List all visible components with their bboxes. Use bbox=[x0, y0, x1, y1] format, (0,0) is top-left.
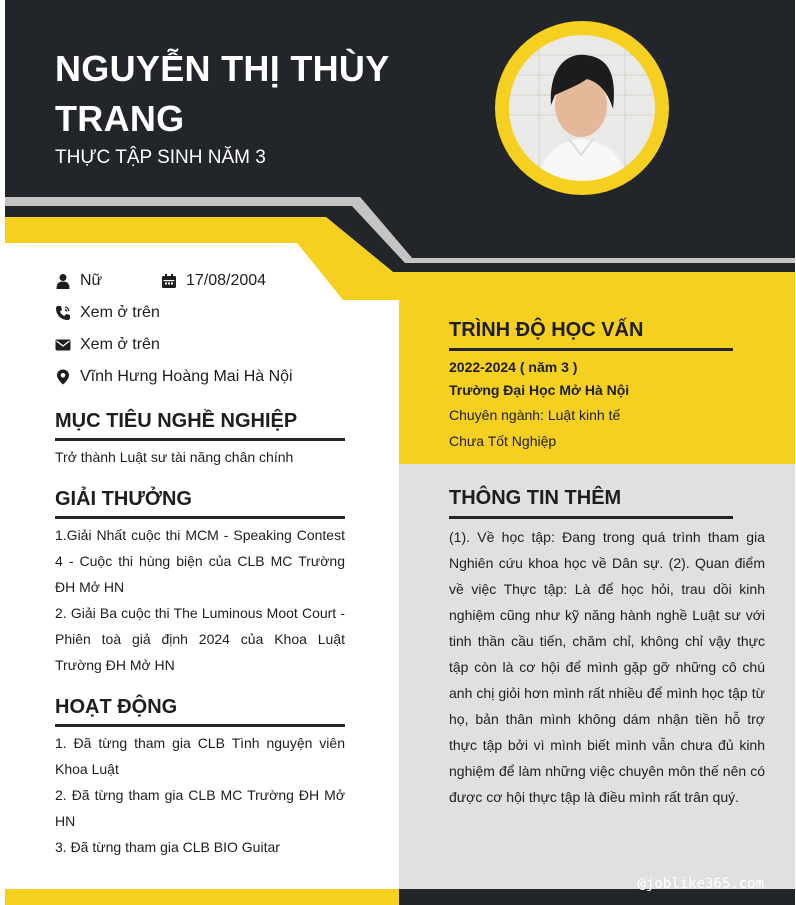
education-status: Chưa Tốt Nghiệp bbox=[449, 433, 557, 449]
map-pin-icon bbox=[55, 369, 71, 385]
objective-rule bbox=[55, 438, 345, 441]
candidate-name: NGUYỄN THỊ THÙY TRANG bbox=[55, 48, 389, 139]
objective-text: Trở thành Luật sư tài năng chân chính bbox=[55, 449, 294, 465]
avatar bbox=[509, 35, 655, 181]
phone-icon bbox=[55, 305, 71, 321]
gender-row bbox=[55, 272, 102, 290]
education-major: Chuyên ngành: Luật kinh tế bbox=[449, 407, 621, 423]
footer-yellow-bar bbox=[5, 889, 399, 905]
award-item: 2. Giải Ba cuộc thi The Luminous Moot Court - Phiên toà giả định 2024 của Khoa Luật Trường ĐH Mở HN bbox=[55, 605, 345, 673]
email-row bbox=[55, 336, 160, 354]
activities-title: HOẠT ĐỘNG bbox=[55, 696, 178, 718]
activity-item: 1. Đã từng tham gia CLB Tình nguyện viên Khoa Luật bbox=[55, 735, 345, 777]
awards-rule bbox=[55, 516, 345, 519]
gender-value: Nữ bbox=[80, 272, 103, 289]
awards-list bbox=[55, 522, 345, 678]
additional-rule bbox=[449, 516, 733, 519]
user-icon bbox=[55, 273, 71, 289]
education-school: Trường Đại Học Mở Hà Nội bbox=[449, 382, 630, 398]
activities-rule bbox=[55, 724, 345, 727]
education-period: 2022-2024 ( năm 3 ) bbox=[449, 359, 578, 375]
education-rule bbox=[449, 348, 733, 351]
objective-title: MỤC TIÊU NGHỀ NGHIỆP bbox=[55, 410, 298, 432]
additional-title: THÔNG TIN THÊM bbox=[449, 487, 622, 509]
awards-title: GIẢI THƯỞNG bbox=[55, 488, 192, 510]
award-item: 1.Giải Nhất cuộc thi MCM - Speaking Contest 4 - Cuộc thi hùng biện của CLB MC Trường ĐH Mở HN bbox=[55, 527, 345, 595]
education-title: TRÌNH ĐỘ HỌC VẤN bbox=[449, 319, 644, 341]
candidate-role: THỰC TẬP SINH NĂM 3 bbox=[55, 147, 266, 168]
address-row bbox=[55, 368, 293, 386]
birthday-row bbox=[161, 272, 266, 290]
watermark: @joblike365.com bbox=[637, 876, 764, 892]
activity-item: 3. Đã từng tham gia CLB BIO Guitar bbox=[55, 839, 280, 855]
activity-item: 2. Đã từng tham gia CLB MC Trường ĐH Mở HN bbox=[55, 787, 345, 829]
birthday-value: 17/08/2004 bbox=[186, 272, 267, 289]
email-value: Xem ở trên bbox=[80, 336, 160, 353]
phone-row bbox=[55, 304, 160, 322]
address-value: Vĩnh Hưng Hoàng Mai Hà Nội bbox=[80, 368, 293, 385]
envelope-icon bbox=[55, 337, 71, 353]
calendar-icon bbox=[161, 273, 177, 289]
phone-value: Xem ở trên bbox=[80, 304, 160, 321]
additional-text: (1). Về học tập: Đang trong quá trình tham gia Nghiên cứu khoa học về Dân sự. (2). Quan điểm về việc Thực tập: Là để học hỏi, trau dồi kinh nghiệm cũng như kỹ năng hành nghề Luật sư với tinh thần cầu tiến, chăm chỉ, không chỉ vậy thực tập còn là cơ hội để mình gặp gỡ những cô chú anh chị giỏi hơn mình rất nhiều để mình học tập từ họ, bản thân mình không dám nhận tiền hỗ trợ thực tập bởi vì mình biết mình vẫn chưa đủ kinh nghiệm để làm những việc chuyên môn thế nên có được cơ hội thực tập là điều mình rất trân quý. bbox=[449, 529, 765, 805]
activities-list bbox=[55, 730, 345, 860]
avatar-photo bbox=[509, 35, 655, 181]
